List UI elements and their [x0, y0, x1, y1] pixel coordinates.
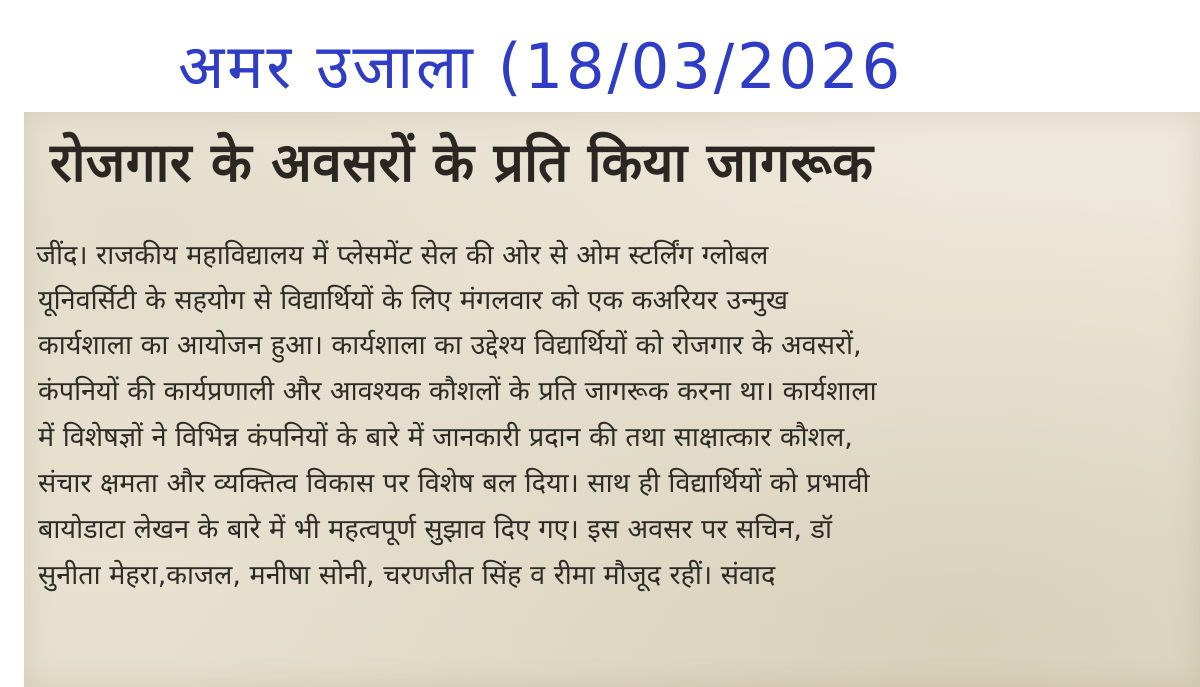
- article-body-line: सुनीता मेहरा,काजल, मनीषा सोनी, चरणजीत सिंह व रीमा मौजूद रहीं। संवाद: [38, 560, 776, 591]
- article-body-line: संचार क्षमता और व्यक्तित्व विकास पर विशेष बल दिया। साथ ही विद्यार्थियों को प्रभावी: [38, 468, 870, 499]
- article-body-line: यूनिवर्सिटी के सहयोग से विद्यार्थियों के लिए मंगलवार को एक कअरियर उन्मुख: [38, 285, 789, 316]
- article-body-line: बायोडाटा लेखन के बारे में भी महत्वपूर्ण सुझाव दिए गए। इस अवसर पर सचिन, डॉ: [38, 514, 832, 545]
- handwritten-source-date-note: अमर उजाला (18/03/2026: [178, 30, 904, 103]
- article-headline: रोजगार के अवसरों के प्रति किया जागरूक: [50, 131, 874, 194]
- article-body-line: कार्यशाला का आयोजन हुआ। कार्यशाला का उद्देश्य विद्यार्थियों को रोजगार के अवसरों,: [38, 330, 862, 361]
- article-body-line: कंपनियों की कार्यप्रणाली और आवश्यक कौशलों के प्रति जागरूक करना था। कार्यशाला: [38, 376, 877, 407]
- article-body-line: में विशेषज्ञों ने विभिन्न कंपनियों के बारे में जानकारी प्रदान की तथा साक्षात्कार कौशल,: [38, 422, 853, 453]
- article-body-line: जींद। राजकीय महाविद्यालय में प्लेसमेंट सेल की ओर से ओम स्टर्लिंग ग्लोबल: [36, 240, 769, 271]
- newspaper-clipping: [24, 112, 1200, 687]
